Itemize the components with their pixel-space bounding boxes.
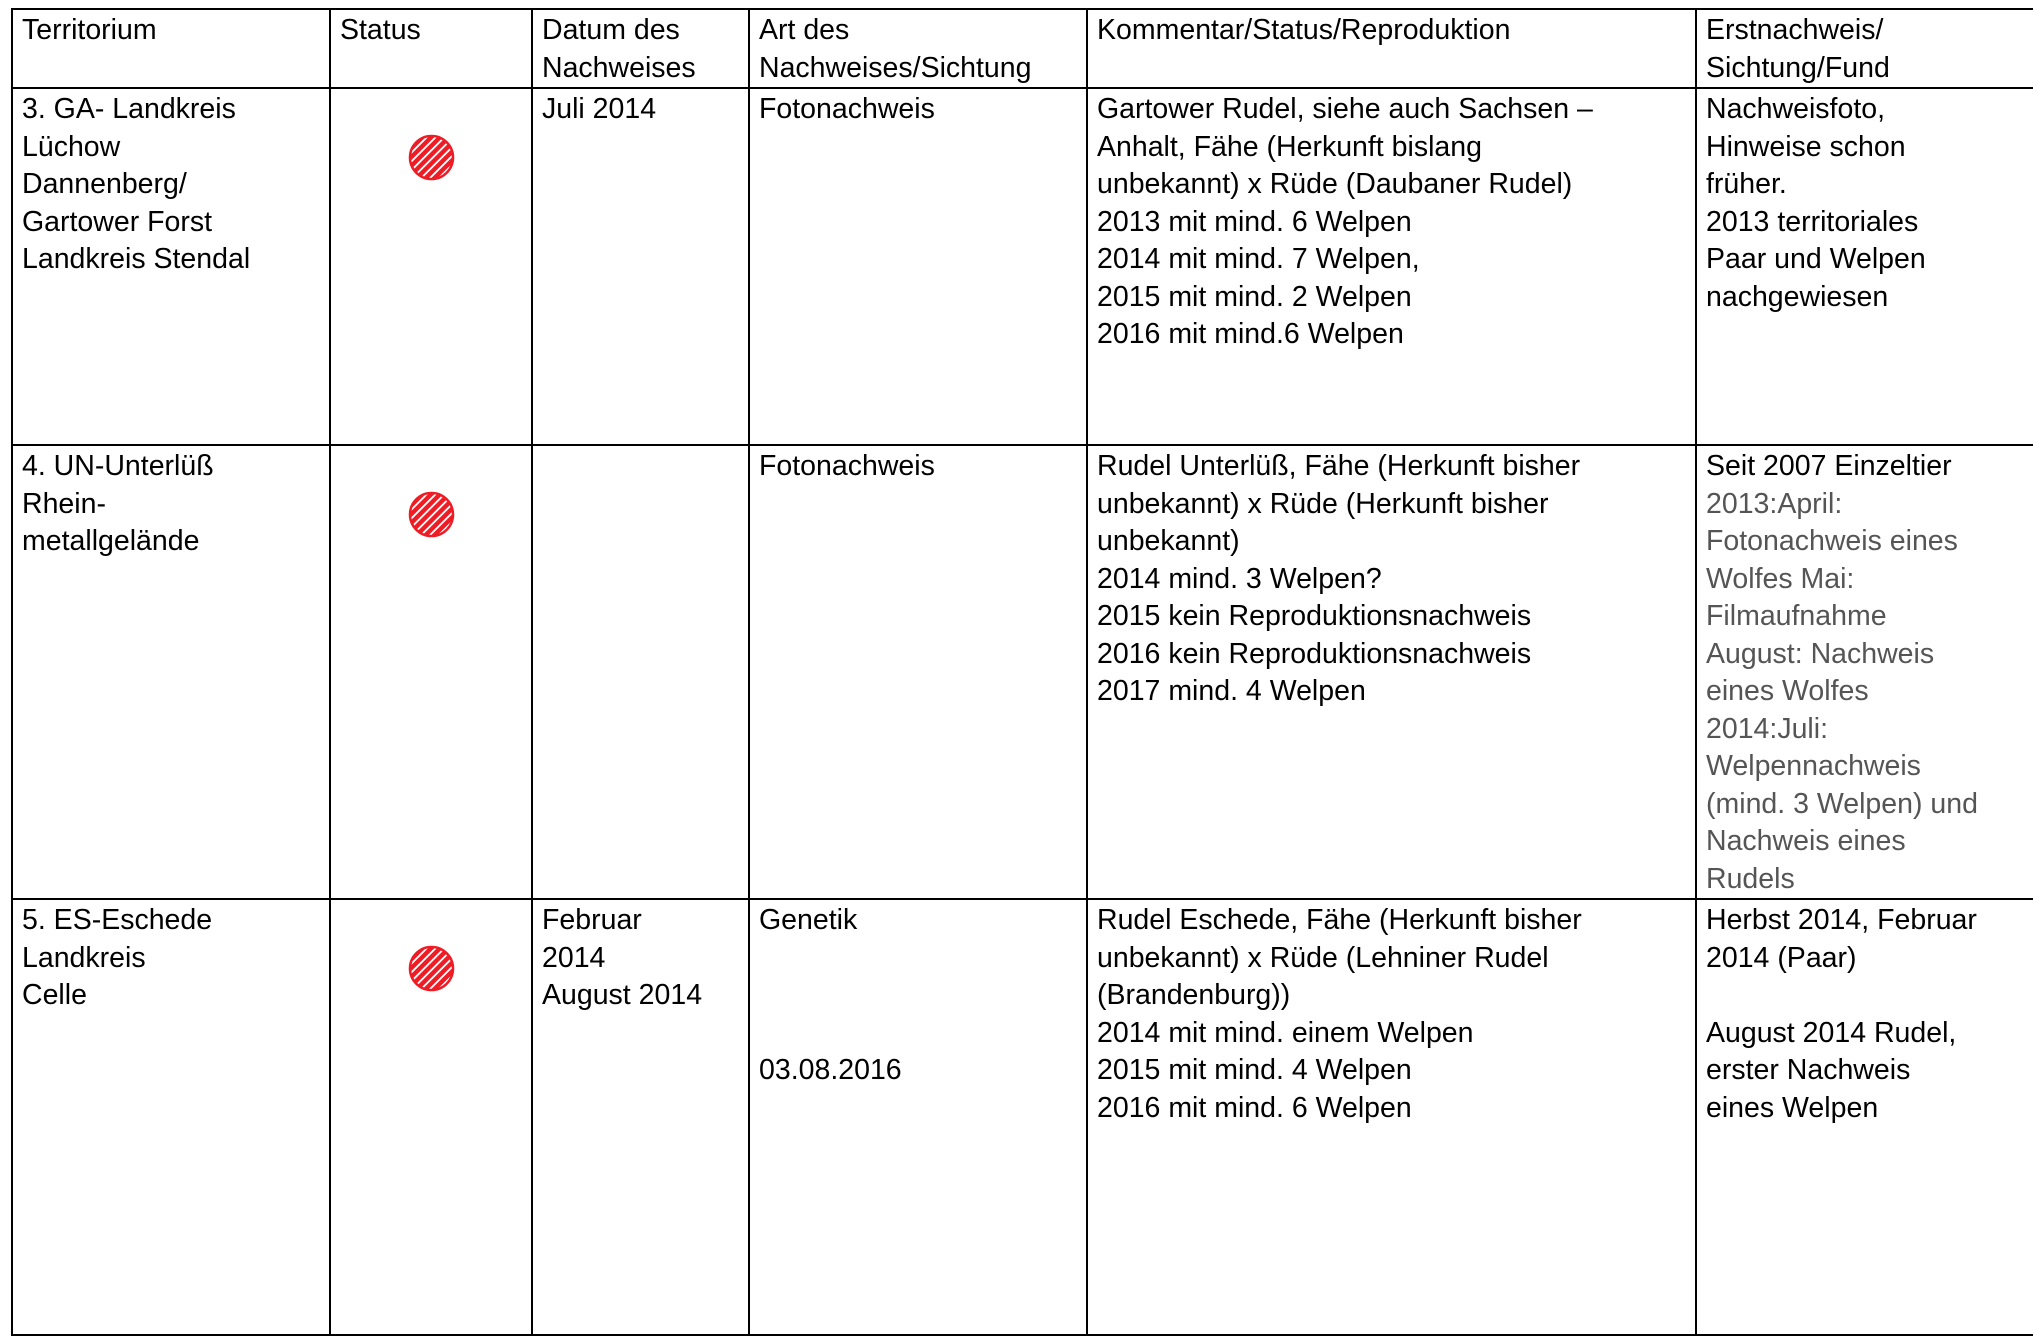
- cell-territorium: [12, 445, 330, 899]
- text-line: 2014 mit mind. 7 Welpen,: [1097, 243, 1420, 275]
- text-line: Paar und Welpen: [1706, 243, 1926, 275]
- text-line: metallgelände: [22, 525, 200, 557]
- text-line: Februar: [542, 904, 642, 936]
- table-row: [12, 88, 2033, 445]
- text-line: August 2014: [542, 979, 703, 1011]
- text-line: 2015 kein Reproduktionsnachweis: [1097, 600, 1532, 632]
- cell-status: [330, 445, 532, 899]
- text-line: 2017 mind. 4 Welpen: [1097, 675, 1366, 707]
- text-line: Welpennachweis: [1706, 750, 1921, 782]
- cell-status: [330, 899, 532, 1335]
- text-line: Fotonachweis eines: [1706, 525, 1958, 557]
- erstnachweis-text: [1706, 448, 2026, 486]
- table-row: [12, 899, 2033, 1335]
- text-line: Gartower Forst: [22, 205, 213, 238]
- cell-status: [330, 88, 532, 445]
- text-line: Landkreis: [22, 941, 146, 974]
- text-line: Fotonachweis: [759, 450, 935, 482]
- text-line: Anhalt, Fähe (Herkunft bislang: [1097, 130, 1482, 163]
- text-line: 2014 mind. 3 Welpen?: [1097, 562, 1382, 595]
- text-line: Status: [340, 14, 421, 46]
- cell-erstnachweis: [1696, 899, 2033, 1335]
- cell-kommentar: [1087, 88, 1696, 445]
- text-line: 3. GA- Landkreis: [22, 93, 236, 125]
- header-art: [749, 9, 1087, 88]
- text-line: Nachweises/Sichtung: [759, 51, 1032, 84]
- text-line: Filmaufnahme: [1706, 600, 1887, 632]
- text-line: 2015 mit mind. 4 Welpen: [1097, 1054, 1412, 1086]
- header-kommentar: [1087, 9, 1696, 88]
- text-line: 2016 kein Reproduktionsnachweis: [1097, 637, 1532, 670]
- text-line: Herbst 2014, Februar: [1706, 904, 1977, 936]
- cell-territorium: [12, 899, 330, 1335]
- erstnachweis-text: [1706, 1015, 2026, 1128]
- text-line: August: Nachweis: [1706, 637, 1935, 670]
- text-line: Rudel Eschede, Fähe (Herkunft bisher: [1097, 904, 1582, 936]
- text-line: Gartower Rudel, siehe auch Sachsen –: [1097, 93, 1593, 125]
- text-line: eines Welpen: [1706, 1091, 1879, 1124]
- erstnachweis-text: [1706, 91, 2026, 316]
- text-line: früher.: [1706, 168, 1787, 200]
- cell-kommentar: [1087, 899, 1696, 1335]
- text-line: Datum des: [542, 14, 680, 46]
- cell-erstnachweis: [1696, 445, 2033, 899]
- text-line: Wolfes Mai:: [1706, 562, 1855, 595]
- cell-art: [749, 88, 1087, 445]
- cell-territorium: [12, 88, 330, 445]
- text-line: Hinweise schon: [1706, 130, 1906, 163]
- text-line: 2015 mit mind. 2 Welpen: [1097, 280, 1412, 313]
- text-line: Juli 2014: [542, 93, 657, 125]
- header-datum: [532, 9, 749, 88]
- text-line: 2016 mit mind. 6 Welpen: [1097, 1091, 1412, 1124]
- header-status: [330, 9, 532, 88]
- header-territorium: [12, 9, 330, 88]
- text-line: unbekannt) x Rüde (Daubaner Rudel): [1097, 168, 1573, 200]
- text-line: 2013 mit mind. 6 Welpen: [1097, 205, 1412, 238]
- text-line: erster Nachweis: [1706, 1054, 1911, 1086]
- text-line: 2014: [542, 941, 606, 974]
- cell-erstnachweis: [1696, 88, 2033, 445]
- wolf-territory-table: [11, 8, 2033, 1336]
- header-row: [12, 9, 2033, 88]
- cell-datum: [532, 899, 749, 1335]
- text-line: (Brandenburg)): [1097, 979, 1291, 1011]
- text-line: 2014 (Paar): [1706, 941, 1857, 974]
- spacer: [759, 940, 1077, 1052]
- text-line: nachgewiesen: [1706, 280, 1889, 313]
- red-hatched-circle-icon: [408, 134, 455, 181]
- text-line: Dannenberg/: [22, 168, 187, 200]
- text-line: Rudel Unterlüß, Fähe (Herkunft bisher: [1097, 450, 1581, 482]
- text-line: Lüchow: [22, 130, 121, 163]
- text-line: 2013:April:: [1706, 487, 1843, 520]
- text-line: August 2014 Rudel,: [1706, 1016, 1957, 1049]
- text-line: 2014:Juli:: [1706, 712, 1829, 745]
- spacer: [1706, 977, 2026, 1015]
- text-line: 5. ES-Eschede: [22, 904, 213, 936]
- text-line: Rhein-: [22, 487, 106, 520]
- text-line: Territorium: [22, 14, 157, 46]
- text-line: Genetik: [759, 904, 858, 936]
- red-hatched-circle-icon: [408, 491, 455, 538]
- text-line: Erstnachweis/: [1706, 14, 1884, 46]
- text-line: unbekannt) x Rüde (Herkunft bisher: [1097, 487, 1549, 520]
- text-line: Sichtung/Fund: [1706, 51, 1890, 84]
- erstnachweis-text: [1706, 902, 2026, 977]
- text-line: 2013 territoriales: [1706, 205, 1919, 238]
- text-line: Nachweisfoto,: [1706, 93, 1886, 125]
- red-hatched-circle-icon: [408, 945, 455, 992]
- text-line: Celle: [22, 979, 87, 1011]
- cell-datum: [532, 445, 749, 899]
- cell-art: [749, 445, 1087, 899]
- text-line: Rudels: [1706, 862, 1795, 895]
- text-line: Kommentar/Status/Reproduktion: [1097, 14, 1511, 46]
- text-line: Landkreis Stendal: [22, 243, 251, 275]
- text-line: Nachweises: [542, 51, 696, 84]
- cell-kommentar: [1087, 445, 1696, 899]
- text-line: 4. UN-Unterlüß: [22, 450, 214, 482]
- text-line: Fotonachweis: [759, 93, 935, 125]
- text-line: 2014 mit mind. einem Welpen: [1097, 1016, 1474, 1049]
- table-row: [12, 445, 2033, 899]
- erstnachweis-details: [1706, 486, 2026, 899]
- cell-datum: [532, 88, 749, 445]
- art-date: 03.08.2016: [759, 1053, 902, 1086]
- text-line: unbekannt) x Rüde (Lehniner Rudel: [1097, 941, 1549, 974]
- text-line: (mind. 3 Welpen) und: [1706, 787, 1978, 820]
- cell-art: [749, 899, 1087, 1335]
- text-line: Nachweis eines: [1706, 825, 1906, 857]
- header-erstnachweis: [1696, 9, 2033, 88]
- text-line: unbekannt): [1097, 525, 1240, 557]
- text-line: eines Wolfes: [1706, 675, 1869, 707]
- art-method: [759, 902, 1077, 940]
- text-line: Art des: [759, 14, 850, 46]
- text-line: 2016 mit mind.6 Welpen: [1097, 318, 1404, 350]
- text-line: Seit 2007 Einzeltier: [1706, 450, 1952, 482]
